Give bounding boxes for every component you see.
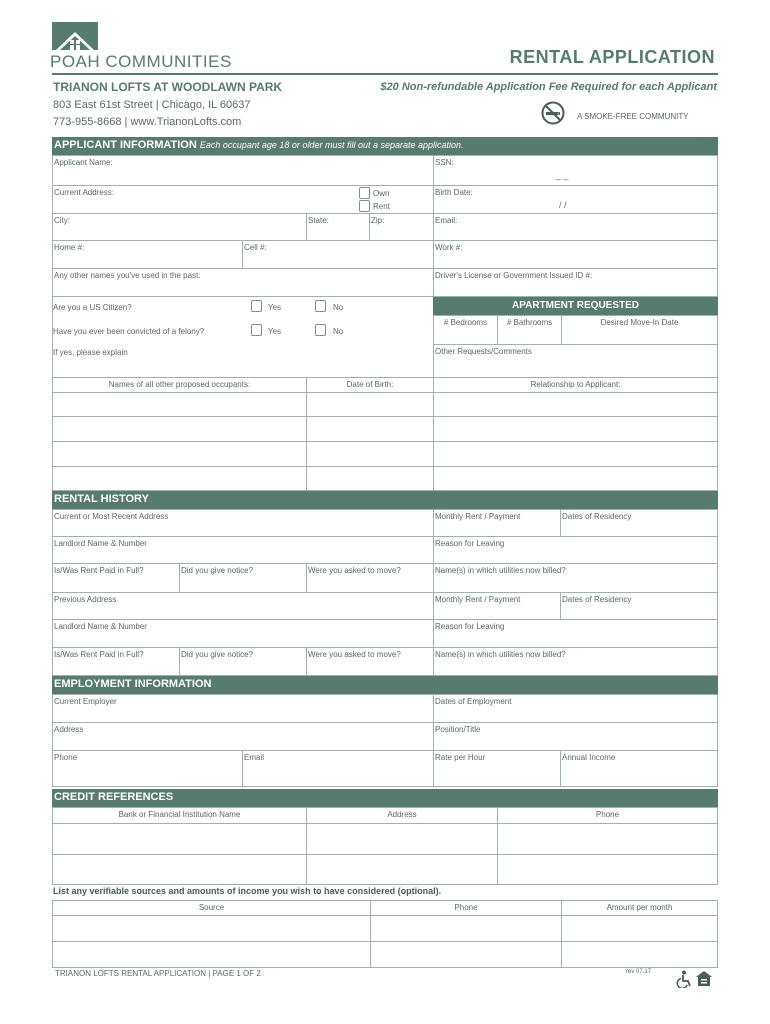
felony-yes-label: Yes bbox=[268, 327, 282, 336]
income-amount-field[interactable] bbox=[561, 941, 718, 968]
monthly-rent-field[interactable]: Monthly Rent / Payment bbox=[433, 509, 561, 537]
us-citizen-question: Are you a US Citizen? bbox=[53, 303, 132, 312]
bathrooms-field[interactable]: # Bathrooms bbox=[497, 315, 562, 345]
bank-name-header: Bank or Financial Institution Name bbox=[52, 807, 307, 824]
bank-phone-field[interactable] bbox=[497, 823, 718, 855]
revision-label: rev 07.17 bbox=[626, 969, 652, 975]
applicant-section-header bbox=[52, 137, 718, 155]
reason-leaving-field[interactable]: Reason for Leaving bbox=[433, 536, 718, 564]
fee-note: $20 Non-refundable Application Fee Required for each Applicant bbox=[380, 81, 717, 93]
gave-notice-field[interactable]: Did you give notice? bbox=[179, 563, 307, 593]
page-title: RENTAL APPLICATION bbox=[509, 47, 715, 67]
previous-rent-paid-field[interactable]: Is/Was Rent Paid in Full? bbox=[52, 647, 180, 676]
position-title-field[interactable]: Position/Title bbox=[433, 722, 718, 751]
employer-address-field[interactable]: Address bbox=[52, 722, 434, 751]
move-in-date-field[interactable]: Desired Move-In Date bbox=[561, 315, 718, 345]
employment-header: EMPLOYMENT INFORMATION bbox=[52, 676, 718, 694]
bank-phone-header: Phone bbox=[497, 807, 718, 824]
occupants-name-header: Names of all other proposed occupants: bbox=[52, 377, 307, 393]
occupant-name-field[interactable] bbox=[52, 392, 307, 417]
income-phone-header: Phone bbox=[370, 900, 562, 916]
dates-employment-field[interactable]: Dates of Employment bbox=[433, 694, 718, 723]
utilities-billed-field[interactable]: Name(s) in which utilities now billed? bbox=[433, 563, 718, 593]
income-amount-header: Amount per month bbox=[561, 900, 718, 916]
felony-yes-checkbox[interactable] bbox=[251, 324, 262, 336]
occupant-name-field[interactable] bbox=[52, 441, 307, 467]
property-contact: 773-955-8668 | www.TrianonLofts.com bbox=[53, 116, 242, 128]
current-employer-field[interactable]: Current Employer bbox=[52, 694, 434, 723]
logo-text: POAH COMMUNITIES bbox=[50, 52, 232, 71]
rate-per-hour-field[interactable]: Rate per Hour bbox=[433, 750, 561, 787]
dates-of-residency-field[interactable]: Dates of Residency bbox=[560, 509, 718, 537]
current-address-field[interactable]: Current Address: bbox=[52, 185, 434, 214]
house-logo-icon bbox=[52, 22, 98, 50]
occupant-dob-field[interactable] bbox=[306, 441, 434, 467]
bank-address-field[interactable] bbox=[306, 854, 498, 885]
previous-reason-field[interactable]: Reason for Leaving bbox=[433, 619, 718, 648]
occupant-dob-field[interactable] bbox=[306, 466, 434, 491]
smoke-free-label: A SMOKE-FREE COMMUNITY bbox=[577, 112, 689, 121]
bedrooms-field[interactable]: # Bedrooms bbox=[433, 315, 498, 345]
current-recent-address-field[interactable]: Current or Most Recent Address bbox=[52, 509, 434, 537]
equal-housing-icon bbox=[695, 970, 713, 988]
city-field[interactable]: City: bbox=[52, 213, 307, 241]
us-citizen-no-checkbox[interactable] bbox=[315, 300, 326, 312]
applicant-heading: APPLICANT INFORMATION bbox=[54, 139, 197, 151]
felony-no-label: No bbox=[333, 327, 344, 336]
annual-income-field[interactable]: Annual Income bbox=[560, 750, 718, 787]
previous-asked-to-move-field[interactable]: Were you asked to move? bbox=[306, 647, 434, 676]
other-names-field[interactable]: Any other names you've used in the past: bbox=[52, 268, 434, 297]
no-smoking-icon bbox=[541, 101, 565, 125]
drivers-license-field[interactable]: Driver's License or Government Issued ID #: bbox=[433, 268, 718, 297]
apartment-requested-header: APARTMENT REQUESTED bbox=[433, 297, 718, 316]
bank-address-field[interactable] bbox=[306, 823, 498, 855]
previous-address-field[interactable]: Previous Address bbox=[52, 592, 434, 620]
occupants-relationship-header: Relationship to Applicant: bbox=[433, 377, 718, 393]
previous-landlord-field[interactable]: Landlord Name & Number bbox=[52, 619, 434, 648]
us-citizen-no-label: No bbox=[333, 303, 344, 312]
income-heading: List any verifiable sources and amounts of income you wish to have considered (optional). bbox=[53, 886, 442, 896]
occupants-dob-header: Date of Birth: bbox=[306, 377, 434, 393]
occupant-relationship-field[interactable] bbox=[433, 416, 718, 442]
ssn-field[interactable]: SSN: _ _ bbox=[433, 155, 718, 186]
header-divider bbox=[52, 73, 718, 75]
bank-name-field[interactable] bbox=[52, 854, 307, 885]
rental-history-header: RENTAL HISTORY bbox=[52, 491, 718, 509]
rent-label: Rent bbox=[373, 202, 390, 211]
occupant-name-field[interactable] bbox=[52, 416, 307, 442]
work-phone-field[interactable]: Work #: bbox=[433, 240, 718, 269]
birth-date-field[interactable]: Birth Date: / / bbox=[433, 185, 718, 214]
ssn-mask: _ _ bbox=[556, 170, 569, 180]
accessibility-icon bbox=[676, 970, 692, 988]
employer-email-field[interactable]: Email bbox=[242, 750, 434, 787]
occupant-relationship-field[interactable] bbox=[433, 392, 718, 417]
us-citizen-yes-label: Yes bbox=[268, 303, 282, 312]
previous-dates-field[interactable]: Dates of Residency bbox=[560, 592, 718, 620]
employer-phone-field[interactable]: Phone bbox=[52, 750, 243, 787]
felony-no-checkbox[interactable] bbox=[315, 324, 326, 336]
rent-checkbox[interactable] bbox=[359, 200, 370, 212]
other-requests-field[interactable]: Other Requests/Comments bbox=[433, 344, 718, 378]
cell-phone-field[interactable]: Cell #: bbox=[242, 240, 434, 269]
us-citizen-yes-checkbox[interactable] bbox=[251, 300, 262, 312]
occupant-dob-field[interactable] bbox=[306, 416, 434, 442]
occupant-relationship-field[interactable] bbox=[433, 441, 718, 467]
income-source-field[interactable] bbox=[52, 941, 371, 968]
income-phone-field[interactable] bbox=[370, 941, 562, 968]
state-field[interactable]: State: bbox=[306, 213, 370, 241]
poah-logo bbox=[50, 22, 232, 71]
income-amount-field[interactable] bbox=[561, 915, 718, 942]
birth-date-mask: / / bbox=[559, 200, 567, 210]
occupant-name-field[interactable] bbox=[52, 466, 307, 491]
bank-phone-field[interactable] bbox=[497, 854, 718, 885]
own-checkbox[interactable] bbox=[359, 187, 370, 199]
own-label: Own bbox=[373, 189, 390, 198]
landlord-field[interactable]: Landlord Name & Number bbox=[52, 536, 434, 564]
income-source-header: Source bbox=[52, 900, 371, 916]
applicant-heading-note: Each occupant age 18 or older must fill out a separate application. bbox=[199, 140, 464, 150]
felony-explain-label: If yes, please explain bbox=[53, 348, 128, 357]
home-phone-field[interactable]: Home #: bbox=[52, 240, 243, 269]
credit-references-header: CREDIT REFERENCES bbox=[52, 789, 718, 807]
property-name: TRIANON LOFTS AT WOODLAWN PARK bbox=[53, 80, 283, 94]
felony-question: Have you ever been convicted of a felony? bbox=[53, 327, 205, 336]
occupant-dob-field[interactable] bbox=[306, 392, 434, 417]
zip-field[interactable]: Zip: bbox=[369, 213, 434, 241]
previous-utilities-field[interactable]: Name(s) in which utilities now billed? bbox=[433, 647, 718, 676]
bank-name-field[interactable] bbox=[52, 823, 307, 855]
bank-address-header: Address bbox=[306, 807, 498, 824]
previous-monthly-rent-field[interactable]: Monthly Rent / Payment bbox=[433, 592, 561, 620]
occupant-relationship-field[interactable] bbox=[433, 466, 718, 491]
email-field[interactable]: Email: bbox=[433, 213, 718, 241]
property-address: 803 East 61st Street | Chicago, IL 60637 bbox=[53, 99, 251, 111]
income-phone-field[interactable] bbox=[370, 915, 562, 942]
applicant-name-field[interactable]: Applicant Name: bbox=[52, 155, 434, 186]
page-footer: TRIANON LOFTS RENTAL APPLICATION | PAGE 1 OF 2 bbox=[55, 969, 261, 978]
rent-paid-field[interactable]: Is/Was Rent Paid in Full? bbox=[52, 563, 180, 593]
asked-to-move-field[interactable]: Were you asked to move? bbox=[306, 563, 434, 593]
income-source-field[interactable] bbox=[52, 915, 371, 942]
previous-gave-notice-field[interactable]: Did you give notice? bbox=[179, 647, 307, 676]
